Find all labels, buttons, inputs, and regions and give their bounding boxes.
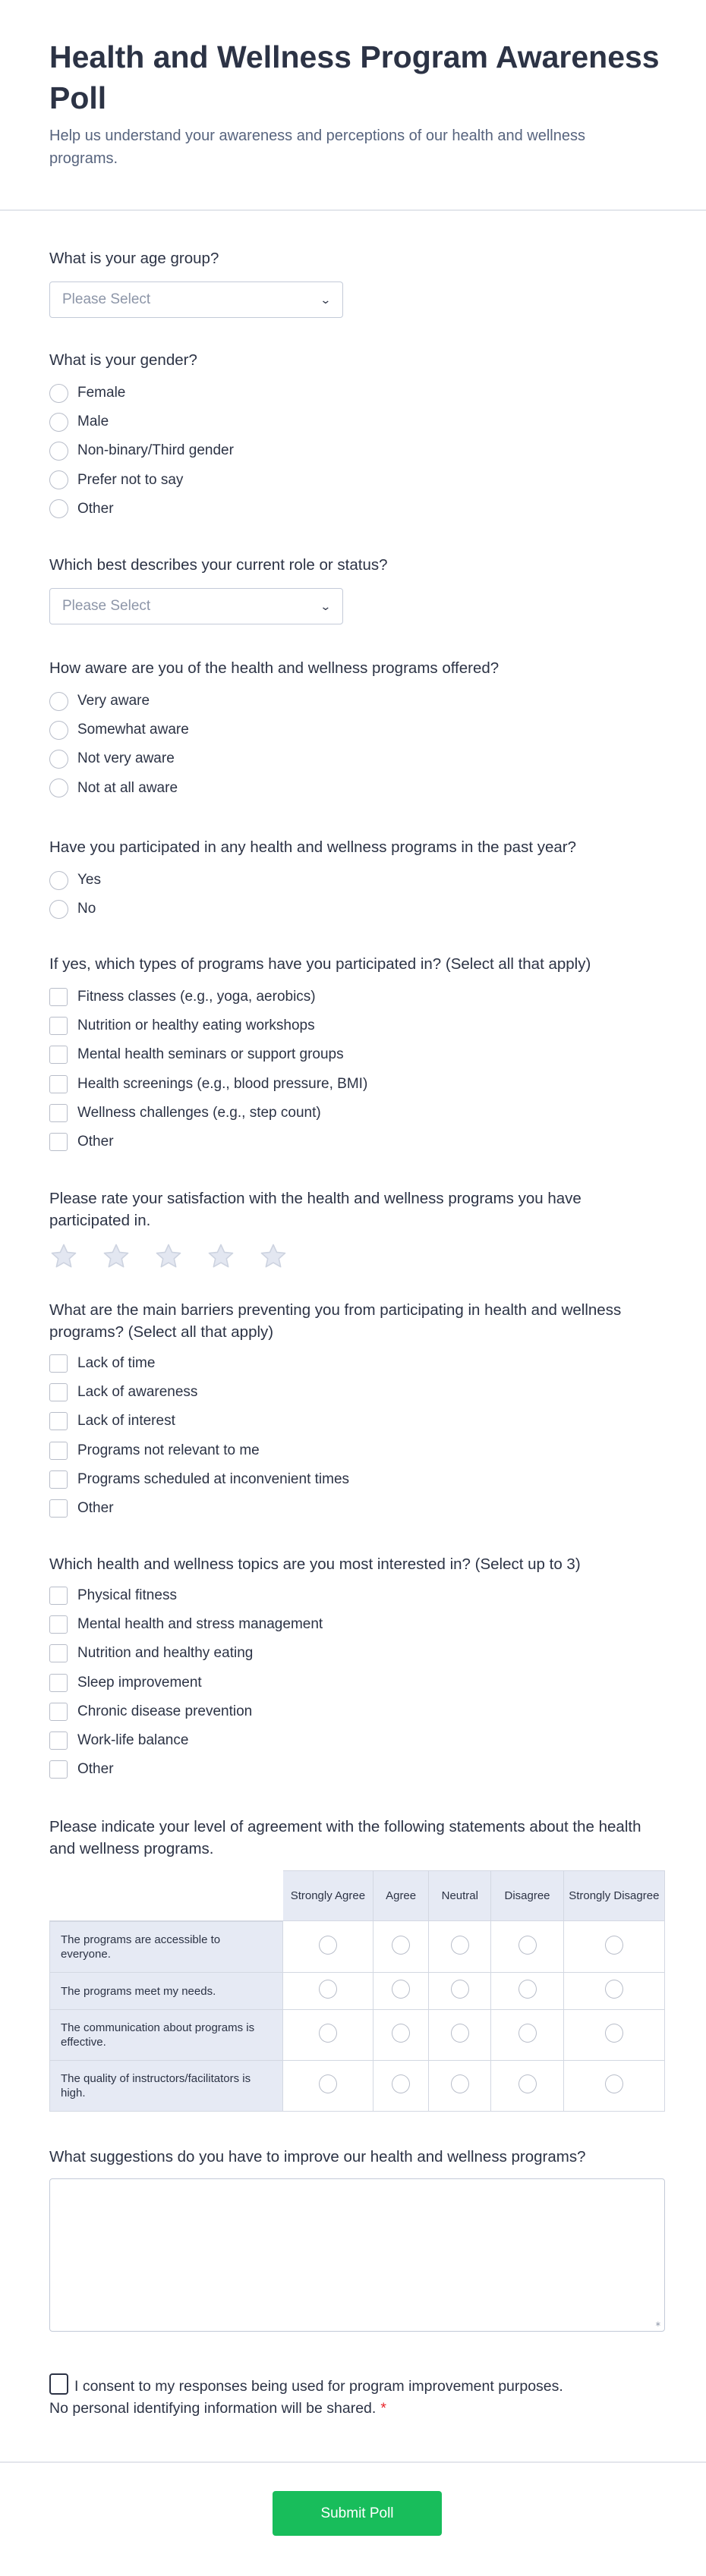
option-label: Other — [77, 1761, 114, 1778]
checkbox[interactable] — [49, 1133, 68, 1151]
option-label: Programs not relevant to me — [77, 1442, 260, 1458]
matrix-column-header: Disagree — [491, 1870, 563, 1921]
awareness-option[interactable] — [49, 774, 672, 803]
participated-option[interactable] — [49, 895, 672, 923]
checkbox[interactable] — [49, 988, 68, 1006]
question-role — [49, 554, 672, 624]
question-label: How aware are you of the health and wellness programs offered? — [49, 659, 500, 677]
awareness-option[interactable] — [49, 687, 672, 716]
matrix-radio[interactable] — [605, 2074, 623, 2093]
question-matrix — [49, 1816, 660, 2112]
topics-option[interactable] — [49, 1581, 672, 1610]
topics-option[interactable] — [49, 1669, 672, 1697]
question-label: Please indicate your level of agreement with the following statements about the health and wellness programs. — [49, 1818, 641, 1857]
checkbox[interactable] — [49, 1760, 68, 1779]
matrix-row-label: The programs are accessible to everyone. — [49, 1921, 283, 1973]
option-label: Male — [77, 414, 109, 430]
checkbox[interactable] — [49, 1644, 68, 1662]
checkbox[interactable] — [49, 1075, 68, 1093]
question-label: What is your age group? — [49, 250, 219, 267]
gender-option[interactable] — [49, 436, 672, 465]
matrix-row — [49, 1973, 665, 2010]
barriers-option[interactable] — [49, 1465, 664, 1494]
option-label: Not very aware — [77, 750, 175, 767]
suggestions-textarea[interactable] — [49, 2178, 665, 2332]
matrix-row — [49, 2061, 665, 2112]
option-label: Chronic disease prevention — [77, 1703, 253, 1719]
barriers-option[interactable] — [49, 1378, 664, 1407]
agreement-matrix — [49, 1870, 665, 2112]
option-label: No — [77, 901, 96, 917]
question-label: Please rate your satisfaction with the health and wellness programs you have participated in. — [49, 1190, 582, 1229]
checkbox[interactable] — [49, 1703, 68, 1721]
page-subtitle: Help us understand your awareness and perceptions of our health and wellness programs. — [49, 127, 585, 167]
matrix-radio[interactable] — [518, 1980, 537, 1999]
barriers-option[interactable] — [49, 1349, 664, 1378]
matrix-row-label: The programs meet my needs. — [49, 1973, 283, 2010]
topics-option[interactable] — [49, 1639, 672, 1668]
types-option[interactable] — [49, 1011, 672, 1040]
star-icon[interactable] — [49, 1242, 78, 1271]
matrix-column-header: Neutral — [429, 1870, 491, 1921]
question-rating — [49, 1187, 641, 1271]
matrix-radio[interactable] — [518, 2024, 537, 2043]
option-label: Very aware — [77, 693, 150, 709]
checkbox[interactable] — [49, 1104, 68, 1122]
option-label: Mental health seminars or support groups — [77, 1046, 344, 1063]
radio-button[interactable] — [49, 692, 68, 711]
radio-button[interactable] — [49, 750, 68, 769]
option-label: Somewhat aware — [77, 722, 189, 738]
question-barriers — [49, 1299, 664, 1523]
question-label: If yes, which types of programs have you participated in? (Select all that apply) — [49, 955, 591, 973]
matrix-row — [49, 1921, 665, 1973]
header-divider — [0, 209, 706, 211]
question-label: What are the main barriers preventing you from participating in health and wellness programs? (Select all that apply) — [49, 1301, 622, 1341]
checkbox[interactable] — [49, 1674, 68, 1692]
types-option[interactable] — [49, 983, 672, 1011]
select-placeholder: Please Select — [62, 598, 151, 614]
option-label: Mental health and stress management — [77, 1616, 323, 1633]
types-option[interactable] — [49, 1040, 672, 1069]
checkbox[interactable] — [49, 1615, 68, 1634]
matrix-radio[interactable] — [392, 2074, 410, 2093]
page-title: Health and Wellness Program Awareness Poll — [49, 39, 660, 115]
question-age — [49, 247, 672, 318]
topics-option[interactable] — [49, 1726, 672, 1755]
star-icon[interactable] — [206, 1242, 235, 1271]
option-label: Nutrition and healthy eating — [77, 1645, 254, 1662]
matrix-radio[interactable] — [319, 1980, 337, 1999]
matrix-radio[interactable] — [319, 1936, 337, 1955]
question-suggestions — [49, 2146, 672, 2332]
question-topics — [49, 1553, 672, 1784]
chevron-down-icon: ⌄ — [320, 293, 332, 306]
gender-option[interactable] — [49, 466, 672, 495]
required-mark: * — [380, 2400, 386, 2417]
question-participated — [49, 836, 672, 923]
option-label: Not at all aware — [77, 779, 178, 796]
gender-option[interactable] — [49, 407, 672, 436]
star-rating[interactable] — [49, 1242, 641, 1271]
checkbox[interactable] — [49, 1412, 68, 1430]
matrix-row-label: The quality of instructors/facilitators is high. — [49, 2061, 283, 2112]
topics-option[interactable] — [49, 1610, 672, 1639]
radio-button[interactable] — [49, 871, 68, 890]
gender-option[interactable] — [49, 379, 672, 407]
radio-button[interactable] — [49, 384, 68, 403]
option-label: Lack of interest — [77, 1413, 175, 1430]
matrix-row — [49, 2010, 665, 2061]
radio-button[interactable] — [49, 778, 68, 797]
option-label: Prefer not to say — [77, 471, 184, 488]
matrix-column-header: Strongly Agree — [283, 1870, 373, 1921]
option-label: Work-life balance — [77, 1732, 189, 1749]
option-label: Other — [77, 1134, 114, 1150]
option-label: Programs scheduled at inconvenient times — [77, 1470, 350, 1487]
question-gender — [49, 349, 672, 524]
consent-label: I consent to my responses being used for program improvement purposes. No personal identifying information will be shared. — [49, 2378, 563, 2417]
checkbox[interactable] — [49, 1731, 68, 1750]
footer-divider — [0, 2461, 706, 2463]
option-label: Nutrition or healthy eating workshops — [77, 1018, 315, 1034]
matrix-radio[interactable] — [518, 2074, 537, 2093]
awareness-option[interactable] — [49, 744, 672, 773]
matrix-column-header: Agree — [373, 1870, 429, 1921]
awareness-option[interactable] — [49, 716, 672, 744]
resize-handle-icon[interactable]: ∗ — [654, 2320, 661, 2329]
matrix-radio[interactable] — [451, 2074, 469, 2093]
matrix-radio[interactable] — [319, 2024, 337, 2043]
checkbox[interactable] — [49, 1499, 68, 1518]
star-icon[interactable] — [102, 1242, 131, 1271]
question-label: Which health and wellness topics are you most interested in? (Select up to 3) — [49, 1555, 581, 1573]
consent-checkbox[interactable] — [49, 2373, 68, 2395]
topics-option[interactable] — [49, 1697, 672, 1726]
matrix-radio[interactable] — [451, 2024, 469, 2043]
matrix-radio[interactable] — [605, 1980, 623, 1999]
question-label: What suggestions do you have to improve our health and wellness programs? — [49, 2148, 586, 2166]
option-label: Lack of time — [77, 1355, 156, 1372]
option-label: Female — [77, 385, 126, 401]
consent-field — [49, 2373, 581, 2420]
chevron-down-icon: ⌄ — [320, 599, 332, 612]
submit-button[interactable]: Submit Poll — [273, 2491, 442, 2536]
participated-option[interactable] — [49, 866, 672, 895]
question-label: Have you participated in any health and wellness programs in the past year? — [49, 838, 576, 856]
matrix-radio[interactable] — [319, 2074, 337, 2093]
option-label: Wellness challenges (e.g., step count) — [77, 1104, 321, 1121]
topics-option[interactable] — [49, 1755, 672, 1784]
checkbox[interactable] — [49, 1587, 68, 1605]
question-awareness — [49, 657, 672, 803]
question-label: Which best describes your current role or status? — [49, 556, 388, 574]
types-option[interactable] — [49, 1128, 672, 1156]
types-option[interactable] — [49, 1099, 672, 1128]
option-label: Non-binary/Third gender — [77, 442, 234, 459]
select-placeholder: Please Select — [62, 291, 151, 307]
star-icon[interactable] — [259, 1242, 288, 1271]
gender-option[interactable] — [49, 495, 672, 524]
option-label: Yes — [77, 872, 101, 889]
radio-button[interactable] — [49, 721, 68, 740]
checkbox[interactable] — [49, 1442, 68, 1460]
checkbox[interactable] — [49, 1046, 68, 1064]
role-select[interactable] — [49, 588, 343, 624]
matrix-radio[interactable] — [392, 1980, 410, 1999]
star-icon[interactable] — [154, 1242, 183, 1271]
checkbox[interactable] — [49, 1470, 68, 1489]
matrix-corner — [49, 1870, 283, 1921]
age-select[interactable] — [49, 282, 343, 318]
barriers-option[interactable] — [49, 1407, 664, 1436]
question-label: What is your gender? — [49, 351, 197, 369]
barriers-option[interactable] — [49, 1494, 664, 1523]
option-label: Other — [77, 500, 114, 517]
matrix-radio[interactable] — [451, 1936, 469, 1955]
option-label: Lack of awareness — [77, 1384, 198, 1401]
radio-button[interactable] — [49, 470, 68, 489]
option-label: Physical fitness — [77, 1587, 177, 1604]
option-label: Health screenings (e.g., blood pressure, BMI) — [77, 1075, 368, 1092]
matrix-column-header: Strongly Disagree — [564, 1870, 665, 1921]
checkbox[interactable] — [49, 1354, 68, 1373]
option-label: Sleep improvement — [77, 1674, 202, 1691]
radio-button[interactable] — [49, 442, 68, 461]
question-types — [49, 953, 672, 1156]
radio-button[interactable] — [49, 499, 68, 518]
matrix-row-label: The communication about programs is effective. — [49, 2010, 283, 2061]
radio-button[interactable] — [49, 900, 68, 919]
barriers-option[interactable] — [49, 1436, 664, 1465]
types-option[interactable] — [49, 1070, 672, 1099]
option-label: Fitness classes (e.g., yoga, aerobics) — [77, 989, 316, 1005]
checkbox[interactable] — [49, 1383, 68, 1401]
matrix-radio[interactable] — [605, 2024, 623, 2043]
matrix-radio[interactable] — [392, 1936, 410, 1955]
matrix-radio[interactable] — [605, 1936, 623, 1955]
matrix-radio[interactable] — [392, 2024, 410, 2043]
matrix-radio[interactable] — [451, 1980, 469, 1999]
matrix-radio[interactable] — [518, 1936, 537, 1955]
checkbox[interactable] — [49, 1017, 68, 1035]
radio-button[interactable] — [49, 413, 68, 432]
option-label: Other — [77, 1500, 114, 1517]
